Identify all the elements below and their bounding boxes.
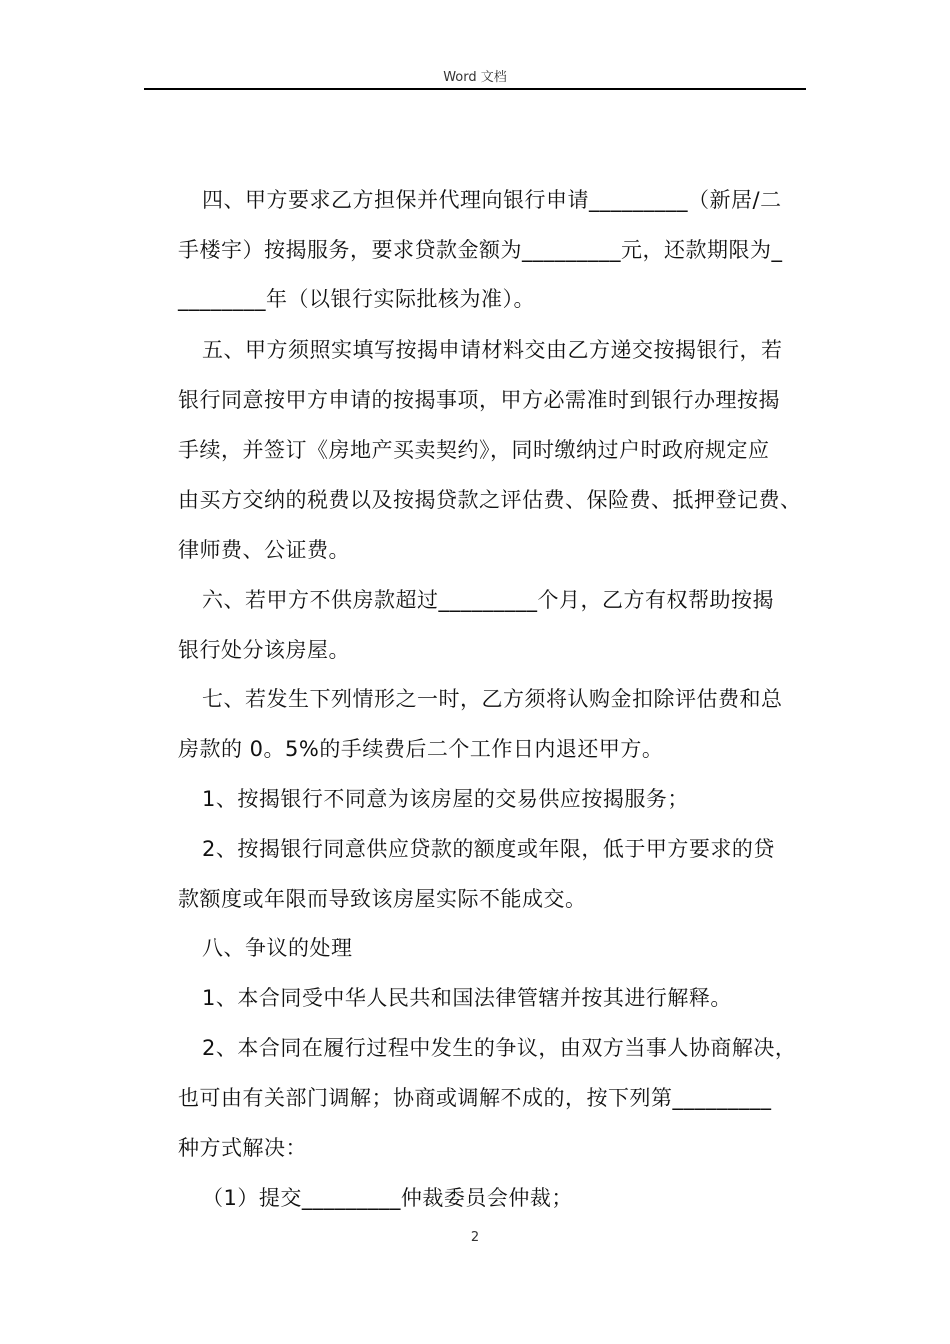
clause-7-item-2-line-1: 2、按揭银行同意供应贷款的额度或年限，低于甲方要求的贷 bbox=[202, 837, 775, 861]
clause-7-item-2-line-2: 款额度或年限而导致该房屋实际不能成交。 bbox=[178, 887, 587, 911]
header-divider bbox=[144, 88, 806, 90]
clause-8-option-1: （1）提交_________仲裁委员会仲裁； bbox=[202, 1186, 573, 1210]
clause-4-line-2: 手楼宇）按揭服务，要求贷款金额为_________元，还款期限为_ bbox=[178, 238, 783, 262]
clause-5-line-5: 律师费、公证费。 bbox=[178, 538, 350, 562]
clause-7-item-1: 1、按揭银行不同意为该房屋的交易供应按揭服务； bbox=[202, 787, 689, 811]
clause-8-item-2-line-1: 2、本合同在履行过程中发生的争议，由双方当事人协商解决， bbox=[202, 1036, 797, 1060]
clause-8-heading: 八、争议的处理 bbox=[202, 936, 353, 960]
clause-6-line-2: 银行处分该房屋。 bbox=[178, 638, 350, 662]
clause-5-line-2: 银行同意按甲方申请的按揭事项，甲方必需准时到银行办理按揭 bbox=[178, 388, 780, 412]
clause-4-line-1: 四、甲方要求乙方担保并代理向银行申请_________（新居/二 bbox=[202, 188, 782, 212]
page-number: 2 bbox=[470, 1230, 480, 1245]
clause-8-item-1: 1、本合同受中华人民共和国法律管辖并按其进行解释。 bbox=[202, 986, 732, 1010]
clause-4-line-3: ________年（以银行实际批核为准）。 bbox=[178, 287, 535, 311]
clause-5-line-4: 由买方交纳的税费以及按揭贷款之评估费、保险费、抵押登记费、 bbox=[178, 488, 802, 512]
page-header-title: Word 文档 bbox=[443, 70, 507, 85]
clause-7-line-1: 七、若发生下列情形之一时，乙方须将认购金扣除评估费和总 bbox=[202, 687, 783, 711]
clause-6-line-1: 六、若甲方不供房款超过_________个月，乙方有权帮助按揭 bbox=[202, 588, 774, 612]
clause-7-line-2: 房款的 0。5%的手续费后二个工作日内退还甲方。 bbox=[178, 737, 664, 761]
clause-8-item-2-line-2: 也可由有关部门调解；协商或调解不成的，按下列第_________ bbox=[178, 1086, 772, 1110]
clause-8-item-2-line-3: 种方式解决： bbox=[178, 1136, 307, 1160]
clause-5-line-1: 五、甲方须照实填写按揭申请材料交由乙方递交按揭银行，若 bbox=[202, 338, 783, 362]
clause-5-line-3: 手续，并签订《房地产买卖契约》，同时缴纳过户时政府规定应 bbox=[178, 438, 770, 462]
